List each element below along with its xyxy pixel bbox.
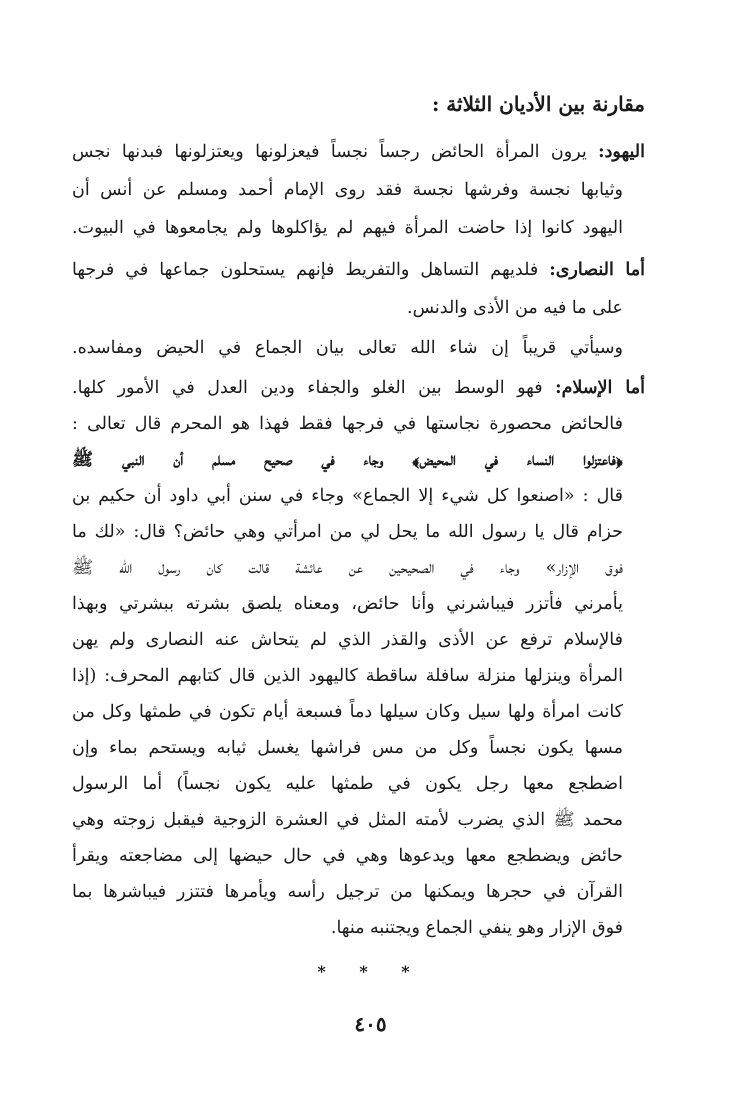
jews-line-2: وثيابها نجسة وفرشها نجسة فقد روى الإمام أحمد ومسلم عن أنس أن <box>72 180 623 200</box>
christians-line-2: على ما فيه من الأذى والدنس. <box>407 298 623 318</box>
page-number: ٤٠٥ <box>354 1012 387 1036</box>
islam-line-11: اضطجع معها رجل يكون في طمثها عليه يكون نجساً) أما الرسول <box>72 774 623 794</box>
jews-text-1: يرون المرأة الحائض رجساً نجساً فيعزلونها ويعتزلونها فبدنها نجس <box>72 142 587 162</box>
islam-line-first <box>72 370 645 406</box>
islam-line-3: قال : «اصنعوا كل شيء إلا الجماع» وجاء في سنن أبي داود أن حكيم بن <box>72 486 623 506</box>
islam-line-10: مسها يكون نجساً وكل من مس فراشها يغسل ثيابه ويستحم بماء وإن <box>72 738 623 758</box>
islam-line-4: حزام قال يا رسول الله ما يحل لي من امرأتي وهي حائض؟ قال: «لك ما <box>72 522 623 542</box>
islam-line-9: كانت امرأة ولها سيل وكان سيلها دماً فسبعة أيام تكون في طمثها وكل من <box>72 702 623 722</box>
islam-label: أما الإسلام: <box>555 378 645 398</box>
islam-line-7: فالإسلام ترفع عن الأذى والقذر الذي لم يتحاش عنه النصارى ولم يهن <box>72 630 623 650</box>
christians-label: أما النصارى: <box>549 260 645 280</box>
islam-line-5: فوق الإزار» وجاء في الصحيحين عن عائشة قالت كان رسول الله ﷺ <box>72 558 623 578</box>
section-separator: * * * <box>317 962 424 981</box>
section-heading: مقارنة بين الأديان الثلاثة : <box>431 92 645 116</box>
islam-line-13: حائض ويضطجع معها ويدعوها وهي في حال حيضها إلى مضاجعته ويقرأ <box>72 846 623 866</box>
islam-line-2: ﴿فاعتزلوا النساء في المحيض﴾ وجاء في صحيح مسلم أن النبي ﷺ <box>72 450 623 470</box>
christians-line-1 <box>72 252 645 288</box>
islam-line-6: يأمرني فأتزر فيباشرني وأنا حائض، ومعناه يلصق بشرته ببشرتي وبهذا <box>72 594 623 614</box>
islam-line-8: المرأة وينزلها منزلة سافلة ساقطة كاليهود الذين قال كتابهم المحرف: (إذا <box>72 666 623 686</box>
note-line: وسيأتي قريباً إن شاء الله تعالى بيان الجماع في الحيض ومفاسده. <box>72 338 623 358</box>
islam-text-first: فهو الوسط بين الغلو والجفاء ودين العدل في الأمور كلها. <box>72 378 543 398</box>
jews-line-3: اليهود كانوا إذا حاضت المرأة فيهم لم يؤاكلوها ولم يجامعوها في البيوت. <box>72 218 623 238</box>
jews-label: اليهود: <box>598 142 645 162</box>
islam-line-14: القرآن في حجرها ويمكنها من ترجيل رأسه ويأمرها فتتزر فيباشرها بما <box>72 882 623 902</box>
islam-line-12: محمد ﷺ الذي يضرب لأمته المثل في العشرة الزوجية فيقبل زوجته وهي <box>72 810 623 830</box>
jews-line-1 <box>72 134 645 170</box>
islam-line-15: فوق الإزار وهو ينفي الجماع ويجتنبه منها. <box>330 918 623 938</box>
islam-line-1: فالحائض محصورة نجاستها في فرجها فقط فهذا هو المحرم قال تعالى : <box>72 414 623 434</box>
christians-text-1: فلديهم التساهل والتفريط فإنهم يستحلون جماعها في فرجها <box>72 260 539 280</box>
